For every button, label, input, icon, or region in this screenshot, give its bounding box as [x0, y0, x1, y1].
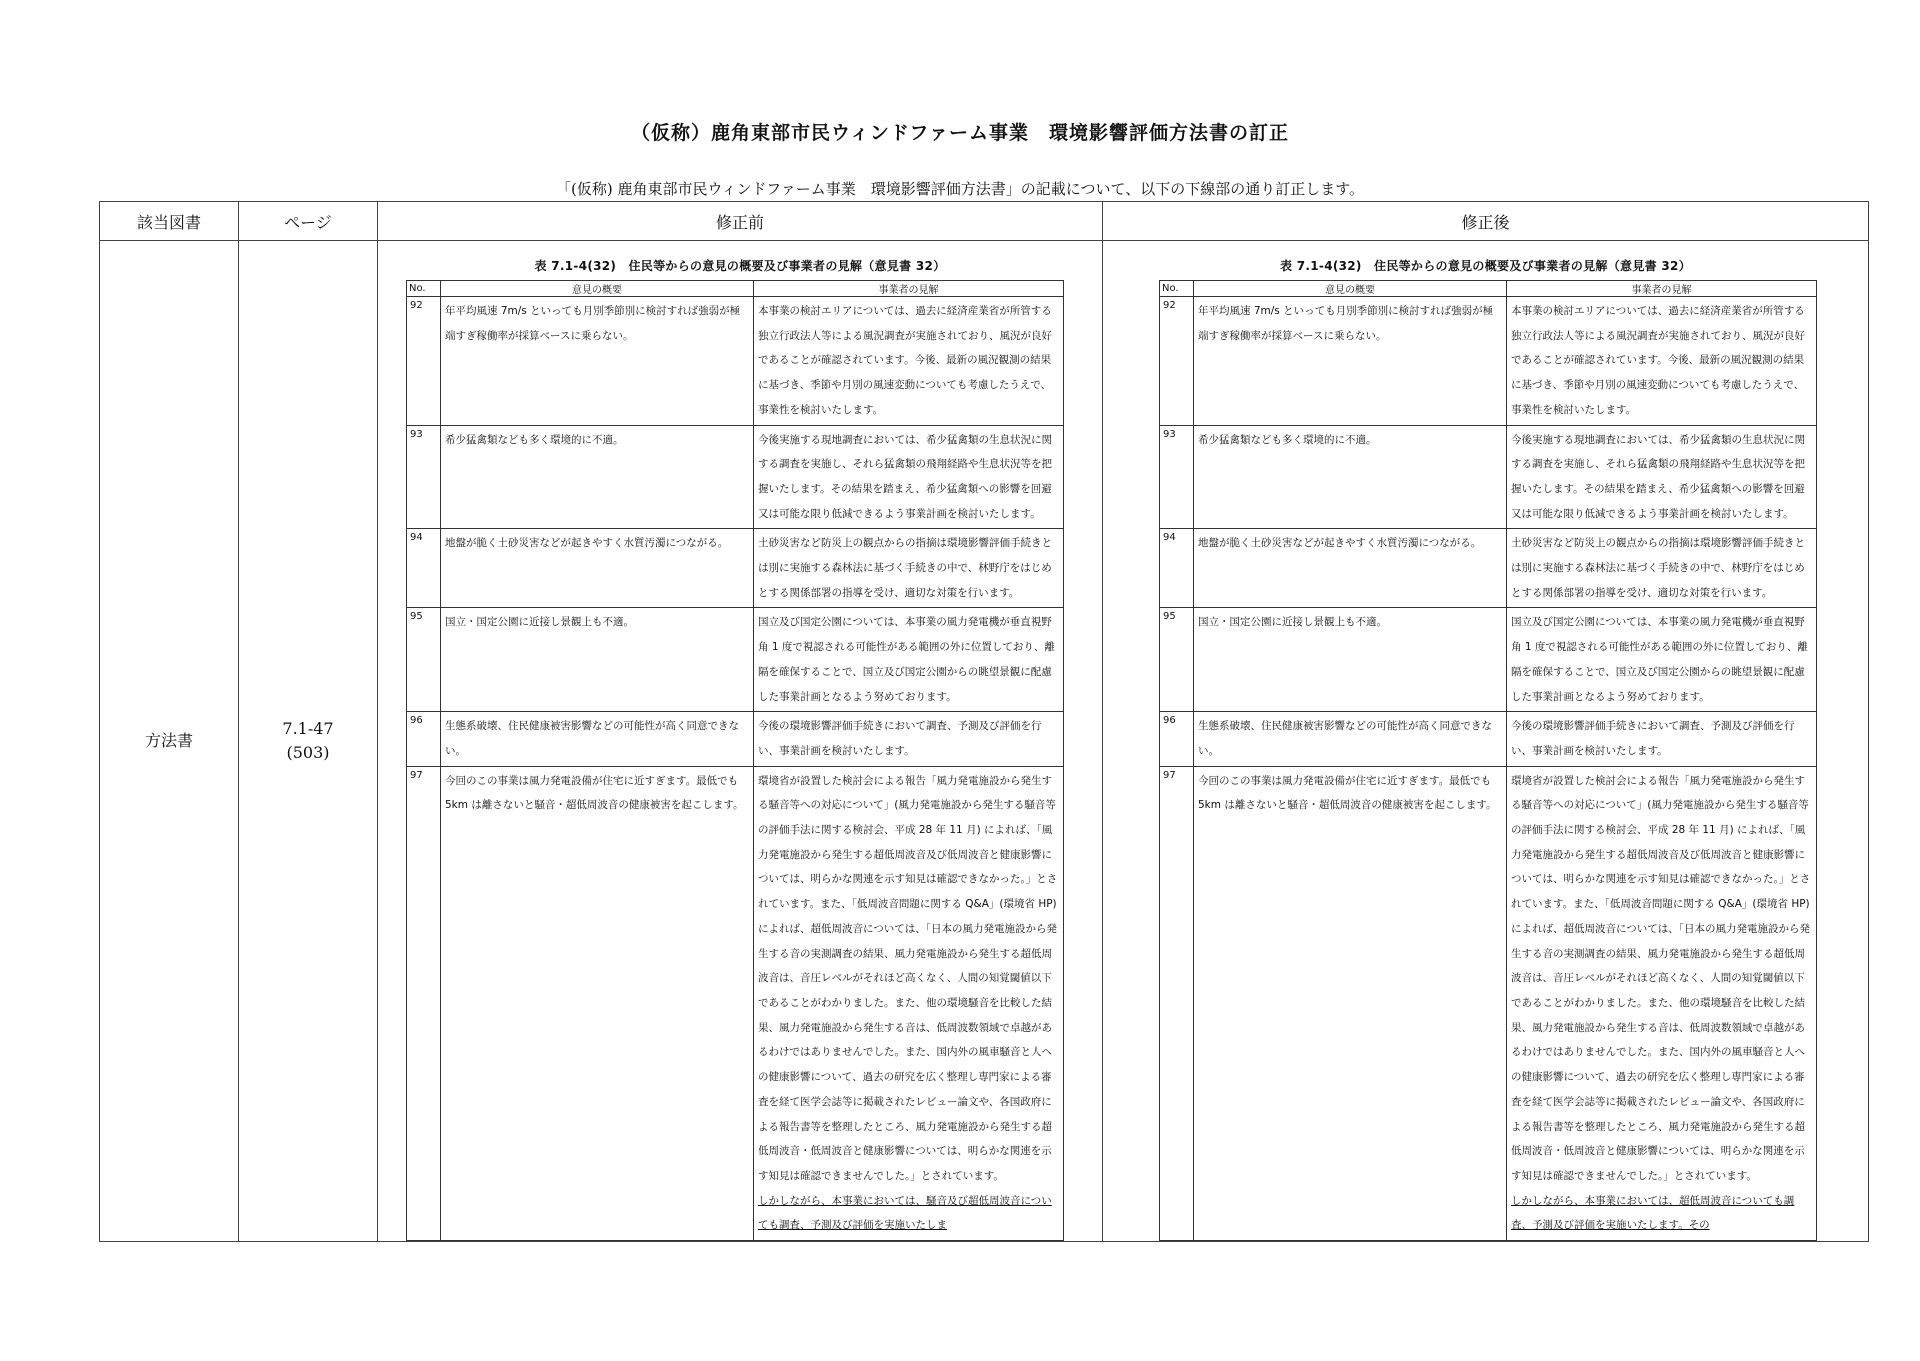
col-opinion: 意見の概要 [1194, 281, 1507, 297]
correction-row [100, 241, 1869, 1242]
correction-header-row [100, 202, 1869, 241]
table-row [1160, 297, 1817, 426]
col-no: No. [1160, 281, 1194, 297]
row-response: 今後の環境影響評価手続きにおいて調査、予測及び評価を行い、事業計画を検討いたします。 [1507, 712, 1817, 766]
row-response: 本事業の検討エリアについては、過去に経済産業省が所管する独立行政法人等による風況調査が実施されており、風況が良好であることが確認されています。今後、最新の風況観測の結果に基づき、季節や月別の風速変動についても考慮したうえで、事業性を検討いたします。 [754, 297, 1064, 426]
intro-text: 「(仮称) 鹿角東部市民ウィンドファーム事業 環境影響評価方法書」の記載について、以下の下線部の通り訂正します。 [555, 180, 1365, 198]
table-row [407, 297, 1064, 426]
row-response: 国立及び国定公園については、本事業の風力発電機が垂直視野角 1 度で視認される可能性がある範囲の外に位置しており、離隔を確保することで、国立及び国定公園からの眺望景観に配慮した事業計画となるよう努めております。 [1507, 608, 1817, 712]
before-table-title: 表 7.1-4(32) 住民等からの意見の概要及び事業者の見解（意見書 32） [534, 259, 946, 273]
row-response [754, 766, 1064, 1240]
after-table-title: 表 7.1-4(32) 住民等からの意見の概要及び事業者の見解（意見書 32） [1279, 259, 1691, 273]
before-table-header [407, 281, 1064, 297]
row-no: 93 [407, 425, 441, 529]
after-opinion-table [1159, 280, 1817, 1241]
row-response [1507, 766, 1817, 1240]
row-no: 96 [1160, 712, 1194, 766]
after-panel [1103, 241, 1869, 1242]
row-opinion: 国立・国定公園に近接し景観上も不適。 [441, 608, 754, 712]
row-response: 土砂災害など防災上の観点からの指摘は環境影響評価手続きとは別に実施する森林法に基づく手続きの中で、林野庁をはじめとする関係部署の指導を受け、適切な対策を行います。 [1507, 529, 1817, 608]
table-row [407, 608, 1064, 712]
row-opinion: 希少猛禽類なども多く環境的に不適。 [1194, 425, 1507, 529]
table-row [407, 425, 1064, 529]
header-doc: 該当図書 [100, 202, 239, 241]
row-response: 今後実施する現地調査においては、希少猛禽類の生息状況に関する調査を実施し、それら猛禽類の飛翔経路や生息状況等を把握いたします。その結果を踏まえ、希少猛禽類への影響を回避又は可能な限り低減できるよう事業計画を検討いたします。 [1507, 425, 1817, 529]
row-no: 94 [1160, 529, 1194, 608]
row-no: 96 [407, 712, 441, 766]
page-sub-number: (503) [286, 743, 330, 762]
row-opinion: 地盤が脆く土砂災害などが起きやすく水質汚濁につながる。 [441, 529, 754, 608]
response-underlined-text: しかしながら、本事業においては、騒音及び超低周波音についても調査、予測及び評価を実施いたしま [758, 1194, 1052, 1232]
header-page: ページ [239, 202, 378, 241]
col-no: No. [407, 281, 441, 297]
row-opinion: 国立・国定公園に近接し景観上も不適。 [1194, 608, 1507, 712]
row-no: 92 [1160, 297, 1194, 426]
response-underlined-text: しかしながら、本事業においては、超低周波音についても調査、予測及び評価を実施いたします。その [1511, 1194, 1795, 1232]
page-number: 7.1-47 [282, 719, 334, 738]
row-opinion: 希少猛禽類なども多く環境的に不適。 [441, 425, 754, 529]
row-response: 今後の環境影響評価手続きにおいて調査、予測及び評価を行い、事業計画を検討いたします。 [754, 712, 1064, 766]
response-text: 環境省が設置した検討会による報告「風力発電施設から発生する騒音等への対応について」(風力発電施設から発生する騒音等の評価手法に関する検討会、平成 28 年 11 月) によれば、「風力発電施設から発生する超低周波音及び低周波音と健康影響については、明らかな関連を示す知見は確認できなかった。」とされています。また、「低周波音問題に関する Q&A」(環境省 HP) によれば、超低周波音については、「日本の風力発電施設から発生する音の実測調査の結果、風力発電施設から発生する超低周波音は、音圧レベルがそれほど高くなく、人間の知覚閾値以下であることがわかりました。また、他の環境騒音を比較した結果、風力発電施設から発生する音は、低周波数領域で卓越があるわけではありませんでした。また、国内外の風車騒音と人への健康影響について、過去の研究を広く整理し専門家による審査を経て医学会誌等に掲載されたレビュー論文や、各国政府による報告書等を整理したところ、風力発電施設から発生する超低周波音・低周波音と健康影響については、明らかな関連を示す知見は確認できませんでした。」とされています。 [758, 774, 1058, 1182]
row-no: 94 [407, 529, 441, 608]
row-no: 95 [407, 608, 441, 712]
before-panel [378, 241, 1103, 1242]
row-opinion: 生態系破壊、住民健康被害影響などの可能性が高く同意できない。 [441, 712, 754, 766]
row-no: 93 [1160, 425, 1194, 529]
row-opinion: 年平均風速 7m/s といっても月別季節別に検討すれば強弱が極端すぎ稼働率が採算ベースに乗らない。 [1194, 297, 1507, 426]
header-after: 修正後 [1103, 202, 1869, 241]
col-response: 事業者の見解 [1507, 281, 1817, 297]
table-row [407, 766, 1064, 1240]
row-response: 土砂災害など防災上の観点からの指摘は環境影響評価手続きとは別に実施する森林法に基づく手続きの中で、林野庁をはじめとする関係部署の指導を受け、適切な対策を行います。 [754, 529, 1064, 608]
response-text: 環境省が設置した検討会による報告「風力発電施設から発生する騒音等への対応について」(風力発電施設から発生する騒音等の評価手法に関する検討会、平成 28 年 11 月) によれば、「風力発電施設から発生する超低周波音及び低周波音と健康影響については、明らかな関連を示す知見は確認できなかった。」とされています。また、「低周波音問題に関する Q&A」(環境省 HP) によれば、超低周波音については、「日本の風力発電施設から発生する音の実測調査の結果、風力発電施設から発生する超低周波音は、音圧レベルがそれほど高くなく、人間の知覚閾値以下であることがわかりました。また、他の環境騒音を比較した結果、風力発電施設から発生する音は、低周波数領域で卓越があるわけではありませんでした。また、国内外の風車騒音と人への健康影響について、過去の研究を広く整理し専門家による審査を経て医学会誌等に掲載されたレビュー論文や、各国政府による報告書等を整理したところ、風力発電施設から発生する超低周波音・低周波音と健康影響については、明らかな関連を示す知見は確認できませんでした。」とされています。 [1511, 774, 1811, 1182]
before-opinion-table [406, 280, 1064, 1241]
table-row [1160, 712, 1817, 766]
row-response: 本事業の検討エリアについては、過去に経済産業省が所管する独立行政法人等による風況調査が実施されており、風況が良好であることが確認されています。今後、最新の風況観測の結果に基づき、季節や月別の風速変動についても考慮したうえで、事業性を検討いたします。 [1507, 297, 1817, 426]
col-response: 事業者の見解 [754, 281, 1064, 297]
col-opinion: 意見の概要 [441, 281, 754, 297]
document-name: 方法書 [100, 241, 239, 1242]
table-row [1160, 425, 1817, 529]
row-no: 92 [407, 297, 441, 426]
row-opinion: 今回のこの事業は風力発電設備が住宅に近すぎます。最低でも 5km は離さないと騒音・超低周波音の健康被害を起こします。 [1194, 766, 1507, 1240]
row-opinion: 生態系破壊、住民健康被害影響などの可能性が高く同意できない。 [1194, 712, 1507, 766]
table-row [1160, 766, 1817, 1240]
page-reference [239, 241, 378, 1242]
header-before: 修正前 [378, 202, 1103, 241]
row-no: 97 [1160, 766, 1194, 1240]
after-table-header [1160, 281, 1817, 297]
row-opinion: 今回のこの事業は風力発電設備が住宅に近すぎます。最低でも 5km は離さないと騒音・超低周波音の健康被害を起こします。 [441, 766, 754, 1240]
row-opinion: 年平均風速 7m/s といっても月別季節別に検討すれば強弱が極端すぎ稼働率が採算ベースに乗らない。 [441, 297, 754, 426]
table-row [407, 712, 1064, 766]
row-response: 国立及び国定公園については、本事業の風力発電機が垂直視野角 1 度で視認される可能性がある範囲の外に位置しており、離隔を確保することで、国立及び国定公園からの眺望景観に配慮した事業計画となるよう努めております。 [754, 608, 1064, 712]
row-no: 95 [1160, 608, 1194, 712]
correction-table [99, 201, 1869, 1242]
row-opinion: 地盤が脆く土砂災害などが起きやすく水質汚濁につながる。 [1194, 529, 1507, 608]
table-row [1160, 608, 1817, 712]
table-row [407, 529, 1064, 608]
row-no: 97 [407, 766, 441, 1240]
row-response: 今後実施する現地調査においては、希少猛禽類の生息状況に関する調査を実施し、それら猛禽類の飛翔経路や生息状況等を把握いたします。その結果を踏まえ、希少猛禽類への影響を回避又は可能な限り低減できるよう事業計画を検討いたします。 [754, 425, 1064, 529]
page-title: （仮称）鹿角東部市民ウィンドファーム事業 環境影響評価方法書の訂正 [631, 122, 1289, 144]
table-row [1160, 529, 1817, 608]
